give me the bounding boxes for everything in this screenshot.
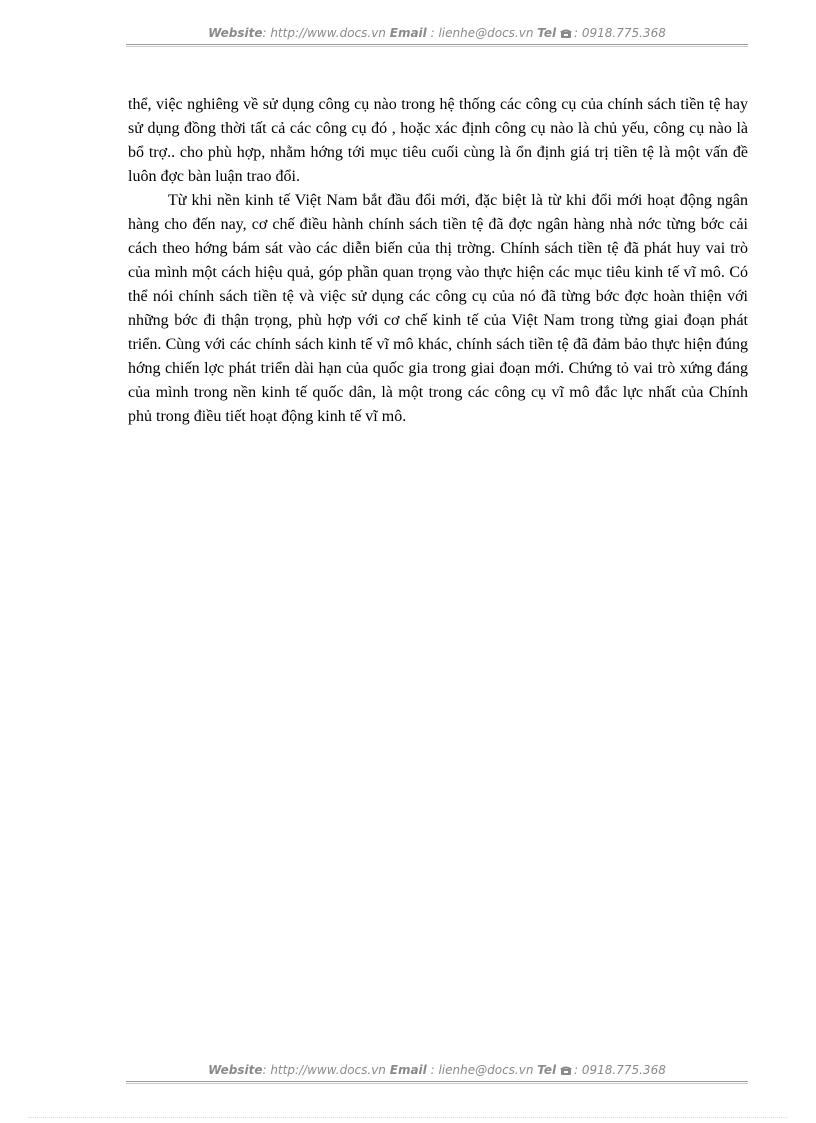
footer-website-link[interactable]: : http://www.docs.vn — [262, 1063, 386, 1077]
document-body — [128, 93, 748, 429]
page-footer — [126, 1063, 748, 1077]
footer-divider — [126, 1081, 748, 1082]
page-bottom-edge — [28, 1117, 788, 1118]
paragraph-2: Từ khi nền kinh tế Việt Nam bắt đầu đổi mới, đặc biệt là từ khi đổi mới hoạt động ngân hàng cho đến nay, cơ chế điều hành chính sách tiền tệ đã đợc ngân hàng nhà nớc từng bớc cải cách theo hớng bám sát vào các diễn biến của thị trờng. Chính sách tiền tệ đã phát huy vai trò của mình một cách hiệu quả, góp phần quan trọng vào thực hiện các mục tiêu kinh tế vĩ mô. Có thể nói chính sách tiền tệ và việc sử dụng các công cụ của nó đã từng bớc đợc hoàn thiện với những bớc đi thận trọng, phù hợp với cơ chế kinh tế của Việt Nam trong từng giai đoạn phát triển. Cùng với các chính sách kinh tế vĩ mô khác, chính sách tiền tệ đã đảm bảo thực hiện đúng hớng chiến lợc phát triển dài hạn của quốc gia trong giai đoạn mới. Chứng tỏ vai trò xứng đáng của mình trong nền kinh tế quốc dân, là một trong các công cụ vĩ mô đắc lực nhất của Chính phủ trong điều tiết hoạt động kinh tế vĩ mô. — [128, 192, 748, 425]
header-website-label: Website — [208, 26, 263, 40]
phone-icon — [560, 27, 572, 37]
footer-website-label: Website — [208, 1063, 263, 1077]
header-website-link[interactable]: : http://www.docs.vn — [262, 26, 386, 40]
header-email-label: Email — [389, 26, 427, 40]
header-tel-value: : 0918.775.368 — [574, 26, 666, 40]
phone-icon — [560, 1064, 572, 1074]
header-divider — [126, 44, 748, 45]
page-header — [126, 26, 748, 40]
footer-tel-value: : 0918.775.368 — [574, 1063, 666, 1077]
footer-email-link[interactable]: : lienhe@docs.vn — [430, 1063, 534, 1077]
header-email-link[interactable]: : lienhe@docs.vn — [430, 26, 534, 40]
footer-tel-label: Tel — [537, 1063, 557, 1077]
paragraph-1: thể, việc nghiêng về sử dụng công cụ nào trong hệ thống các công cụ của chính sách tiền tệ hay sử dụng đồng thời tất cả các công cụ đó , hoặc xác định công cụ nào là chủ yếu, công cụ nào là bổ trợ.. cho phù hợp, nhằm hớng tới mục tiêu cuối cùng là ổn định giá trị tiền tệ là một vấn đề luôn đợc bàn luận trao đổi. — [128, 96, 748, 185]
footer-email-label: Email — [389, 1063, 427, 1077]
header-tel-label: Tel — [537, 26, 557, 40]
